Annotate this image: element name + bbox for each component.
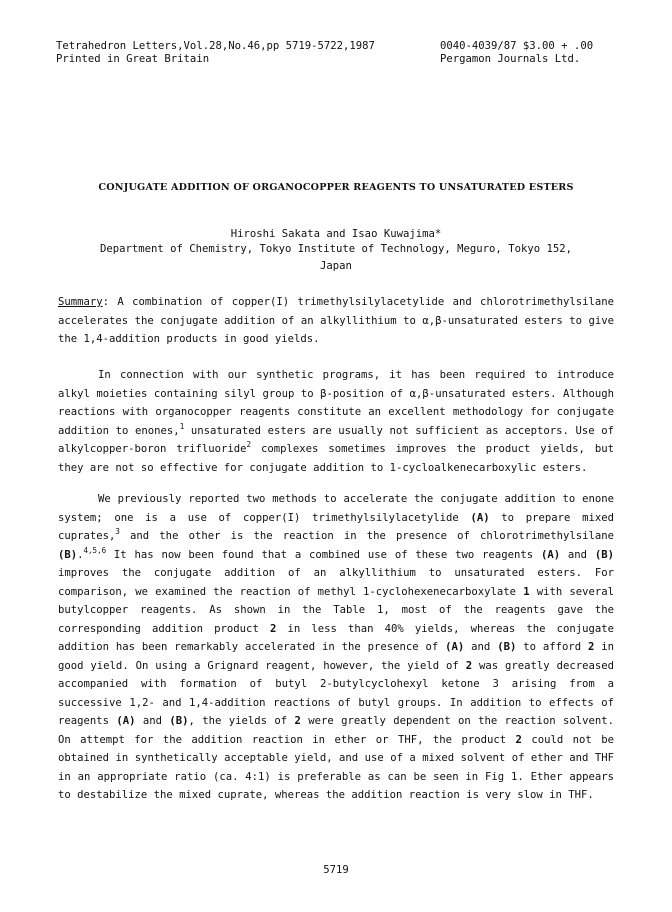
journal-line-1: Tetrahedron Letters,Vol.28,No.46,pp 5719-5722,1987	[56, 40, 375, 52]
reference-marker: 3	[115, 527, 120, 536]
price-line-1: 0040-4039/87 $3.00 + .00	[440, 40, 594, 52]
text-run: improves the conjugate addition of an alkyllithium to unsaturated esters. For comparison, we examined the reaction of methyl 1-cyclohexenecarboxylate	[58, 567, 614, 598]
publisher-line: Pergamon Journals Ltd.	[440, 53, 581, 65]
text-run: and the other is the reaction in the presence of chlorotrimethylsilane	[119, 530, 614, 542]
text-run: , the yields of	[188, 715, 295, 727]
text-run: in good yield. On using a Grignard reagent, however, the yield of	[58, 641, 615, 672]
paper-title: CONJUGATE ADDITION OF ORGANOCOPPER REAGENTS TO UNSATURATED ESTERS	[98, 182, 574, 193]
text-run: It has now been found that a combined use of these two reagents	[106, 548, 541, 561]
text-run: complexes sometimes improves the product yields, but they are not so effective for conjugate addition to 1-cycloalkenecarboxylic esters.	[58, 443, 614, 474]
text-run: .	[77, 548, 84, 561]
summary-paragraph	[58, 293, 614, 349]
text-run: was greatly decreased accompanied with formation of butyl 2-butylcyclohexyl ketone 3 arising from a successive 1,2- and 1,4-addition reactions of butyl groups. In addition to effects of reagents	[58, 659, 614, 727]
compound-label: (B)	[594, 548, 615, 561]
compound-number: 1	[523, 585, 530, 598]
summary-text: : A combination of copper(I) trimethylsilylacetylide and chlorotrimethylsilane accelerates the conjugate addition of an alkyllithium to α,β-unsaturated esters to give the 1,4-addition products in good yields.	[58, 296, 614, 345]
text-run: were greatly dependent on the reaction solvent. On attempt for the addition reaction in ether or THF, the product	[58, 715, 614, 746]
compound-label: (B)	[169, 715, 189, 727]
price-info	[440, 40, 593, 66]
text-run: to prepare mixed cuprates,	[58, 511, 614, 542]
page-number: 5719	[323, 864, 349, 876]
text-run: to afford	[516, 641, 588, 653]
compound-number: 2	[269, 622, 277, 635]
reference-marker: 2	[246, 440, 252, 449]
compound-label: (A)	[445, 641, 465, 653]
authors: Hiroshi Sakata and Isao Kuwajima*	[230, 228, 442, 240]
methods-paragraph	[58, 490, 614, 805]
journal-citation	[56, 40, 375, 66]
affiliation-country: Japan	[320, 260, 352, 272]
text-run: and	[560, 548, 595, 561]
compound-number: 2	[294, 715, 301, 727]
text-run: and	[464, 641, 498, 653]
text-run: In connection with our synthetic programs, it has been required to introduce alkyl moieties containing silyl group to β-position of α,β-unsaturated esters. Although reactions with organocopper reagents constitute an excellent methodology for conjugate addition to enones,	[58, 369, 614, 437]
text-run: in less than 40% yields, whereas the conjugate addition has been remarkably accelerated in the presence of	[58, 622, 615, 653]
journal-line-2: Printed in Great Britain	[56, 53, 210, 65]
compound-label: (B)	[497, 641, 517, 653]
text-run: with several butylcopper reagents. As shown in the Table 1, most of the reagents gave the corresponding addition product	[58, 585, 615, 635]
compound-number: 2	[465, 659, 473, 672]
text-run: unsaturated esters are usually not sufficient as acceptors. Use of alkylcopper-boron trifluoride	[58, 424, 615, 455]
intro-paragraph	[58, 366, 614, 477]
compound-number: 2	[587, 641, 595, 653]
reference-marker: 1	[179, 421, 185, 431]
summary-label: Summary	[58, 296, 103, 308]
compound-label: (A)	[540, 548, 561, 561]
compound-label: (A)	[116, 715, 136, 727]
compound-label: (A)	[470, 511, 490, 524]
affiliation: Department of Chemistry, Tokyo Institute of Technology, Meguro, Tokyo 152,	[100, 243, 572, 255]
compound-number: 2	[515, 733, 522, 746]
text-run: and	[135, 715, 170, 727]
text-run: could not be obtained in synthetically acceptable yield, and use of a mixed solvent of ether and THF in an appropriate ratio (ca. 4:1) is preferable as can be seen in Fig 1. Ether appears to destabilize the mixed cuprate, whereas the addition reaction is very slow in THF.	[58, 733, 614, 801]
compound-label: (B)	[58, 548, 78, 561]
reference-marker: 4,5,6	[83, 545, 107, 555]
text-run: We previously reported two methods to accelerate the conjugate addition to enone system; one is a use of copper(I) trimethylsilylacetylide	[58, 493, 614, 524]
